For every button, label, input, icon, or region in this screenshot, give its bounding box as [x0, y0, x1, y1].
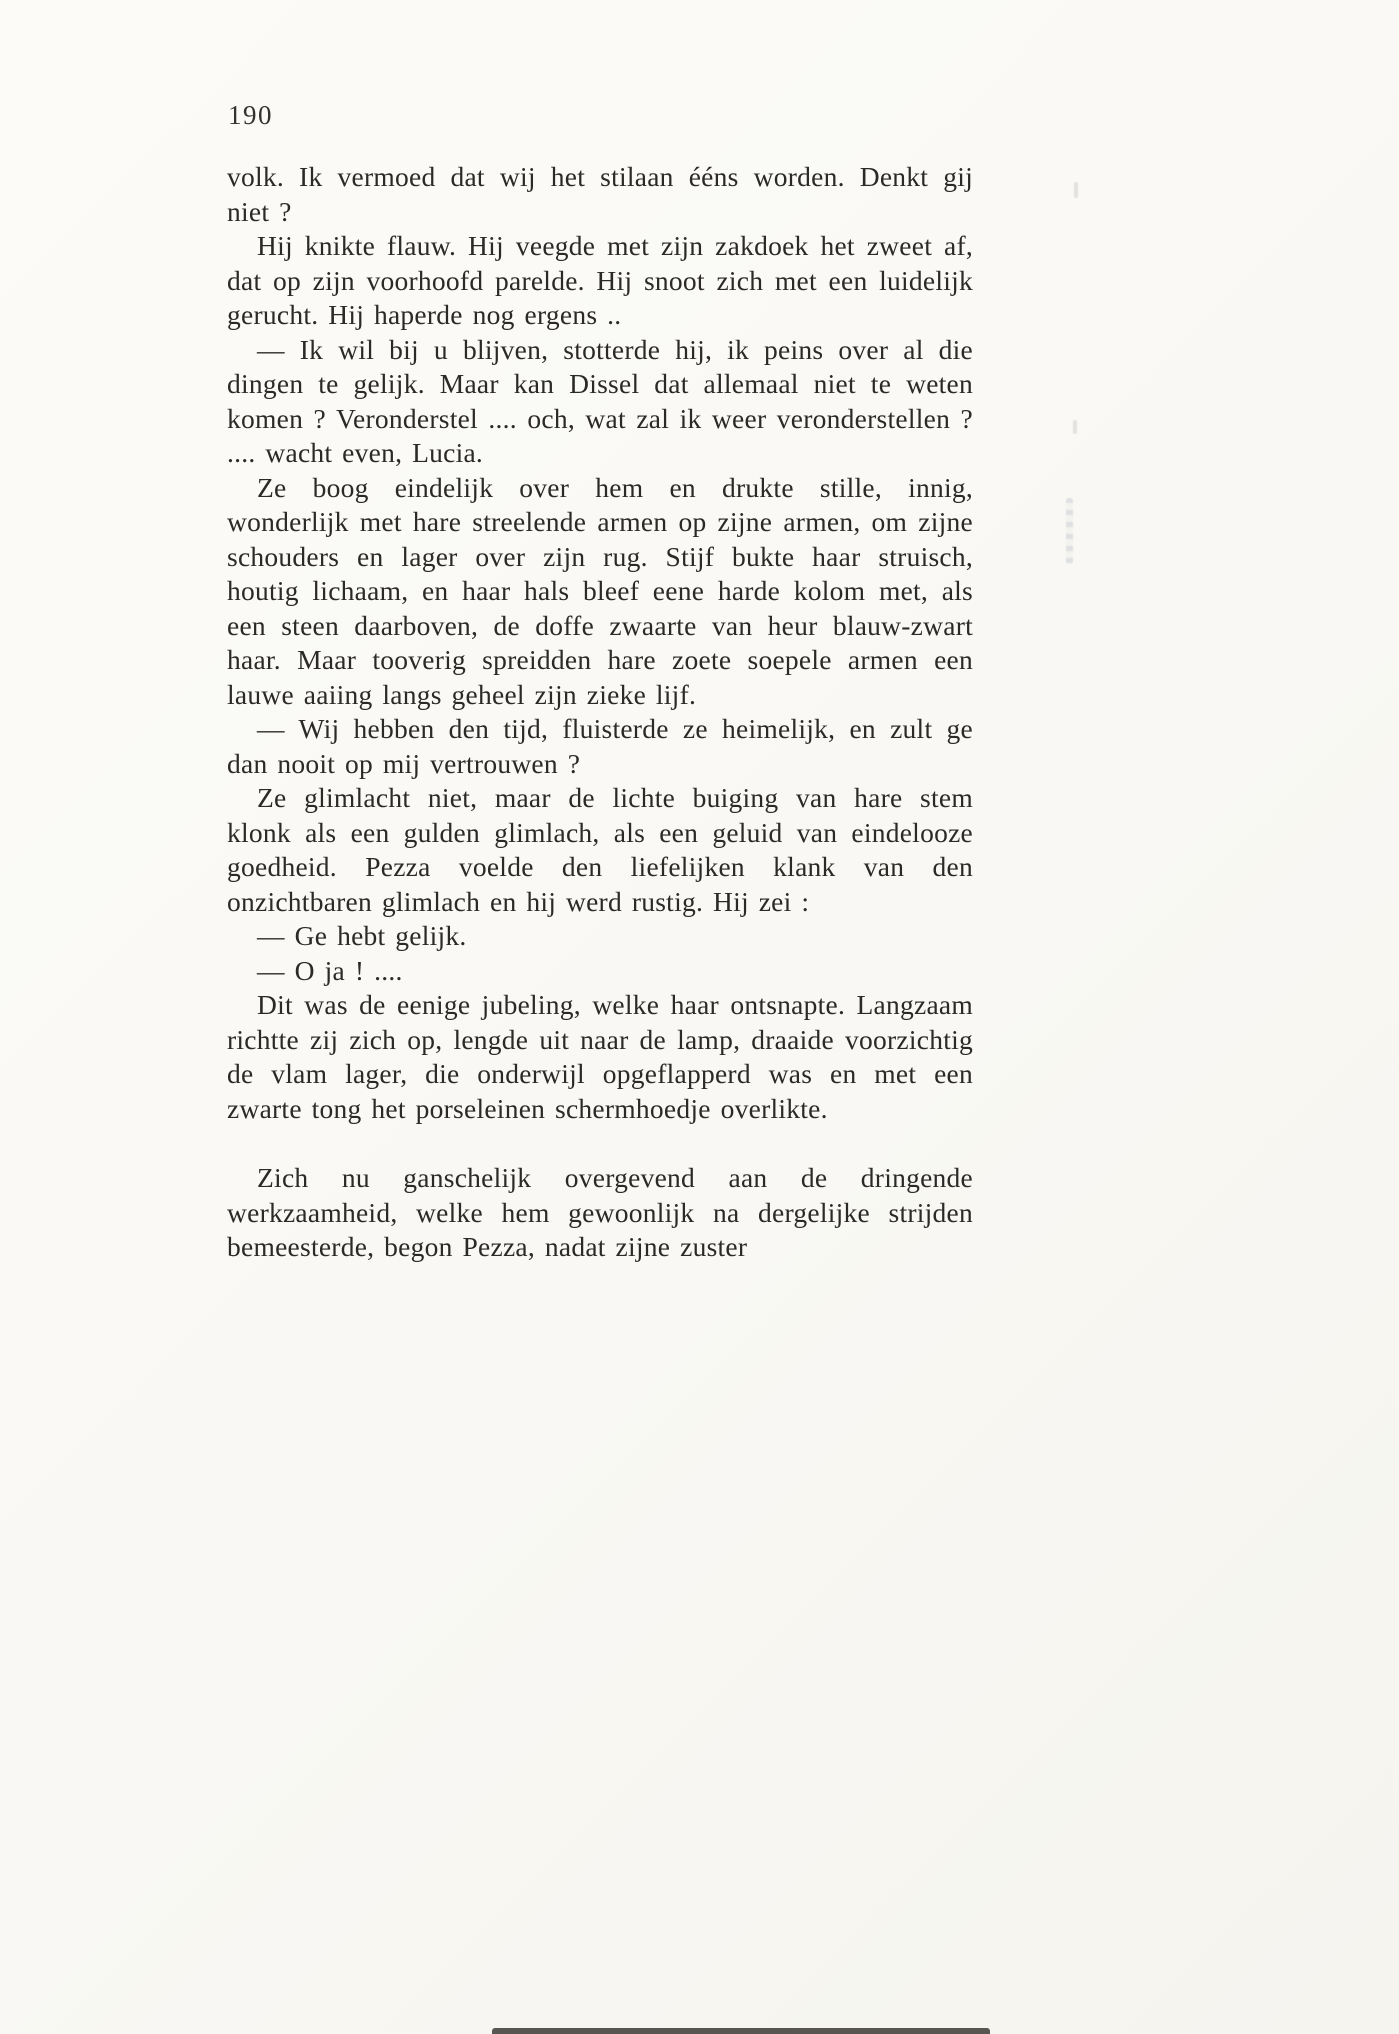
- scan-edge-shadow: [492, 2028, 990, 2034]
- paragraph-9: Dit was de eenige jubeling, welke haar ontsnapte. Langzaam richtte zij zich op, lengde uit naar de lamp, draaide voorzichtig de vlam lager, die onderwijl opgeflapperd was en met een zwarte tong het porseleinen schermhoedje overlikte.: [227, 989, 973, 1124]
- scan-speck: [1073, 420, 1077, 434]
- paragraph-10: Zich nu ganschelijk overgevend aan de dringende werkzaamheid, welke hem gewoonlijk na dergelijke strijden bemeesterde, begon Pezza, nadat zijne zuster: [227, 1162, 973, 1262]
- paragraph-8: — O ja ! ....: [257, 954, 403, 986]
- paragraph-5: — Wij hebben den tijd, fluisterde ze heimelijk, en zult ge dan nooit op mij vertrouwen ?: [227, 713, 973, 779]
- margin-pencil-smudge: [1066, 498, 1073, 564]
- scan-speck: [1074, 182, 1078, 198]
- page-number: 190: [228, 100, 273, 130]
- paragraph-7: — Ge hebt gelijk.: [257, 920, 467, 951]
- paragraph-3: — Ik wil bij u blijven, stotterde hij, ik peins over al die dingen te gelijk. Maar kan Dissel dat allemaal niet te weten komen ? Veronderstel .... och, wat zal ik weer veronderstellen ? .... wacht even, Lucia.: [227, 333, 973, 468]
- paragraph-1: volk. Ik vermoed dat wij het stilaan ééns worden. Denkt gij niet ?: [227, 161, 973, 227]
- paragraph-4: Ze boog eindelijk over hem en drukte stille, innig, wonderlijk met hare streelende armen op zijne armen, om zijne schouders en lager over zijn rug. Stijf bukte haar struisch, houtig lichaam, en haar hals bleef eene harde kolom met, als een steen daarboven, de doffe zwaarte van heur blauw-zwart haar. Maar tooverig spreidden hare zoete soepele armen een lauwe aaiing langs geheel zijn zieke lijf.: [227, 471, 973, 710]
- text-block: [227, 160, 973, 1265]
- paragraph-2: Hij knikte flauw. Hij veegde met zijn zakdoek het zweet af, dat op zijn voorhoofd parelde. Hij snoot zich met een luidelijk gerucht. Hij haperde nog ergens ..: [227, 230, 973, 330]
- paragraph-6: Ze glimlacht niet, maar de lichte buiging van hare stem klonk als een gulden glimlach, als een geluid van eindelooze goedheid. Pezza voelde den liefelijken klank van den onzichtbaren glimlach en hij werd rustig. Hij zei :: [227, 782, 973, 917]
